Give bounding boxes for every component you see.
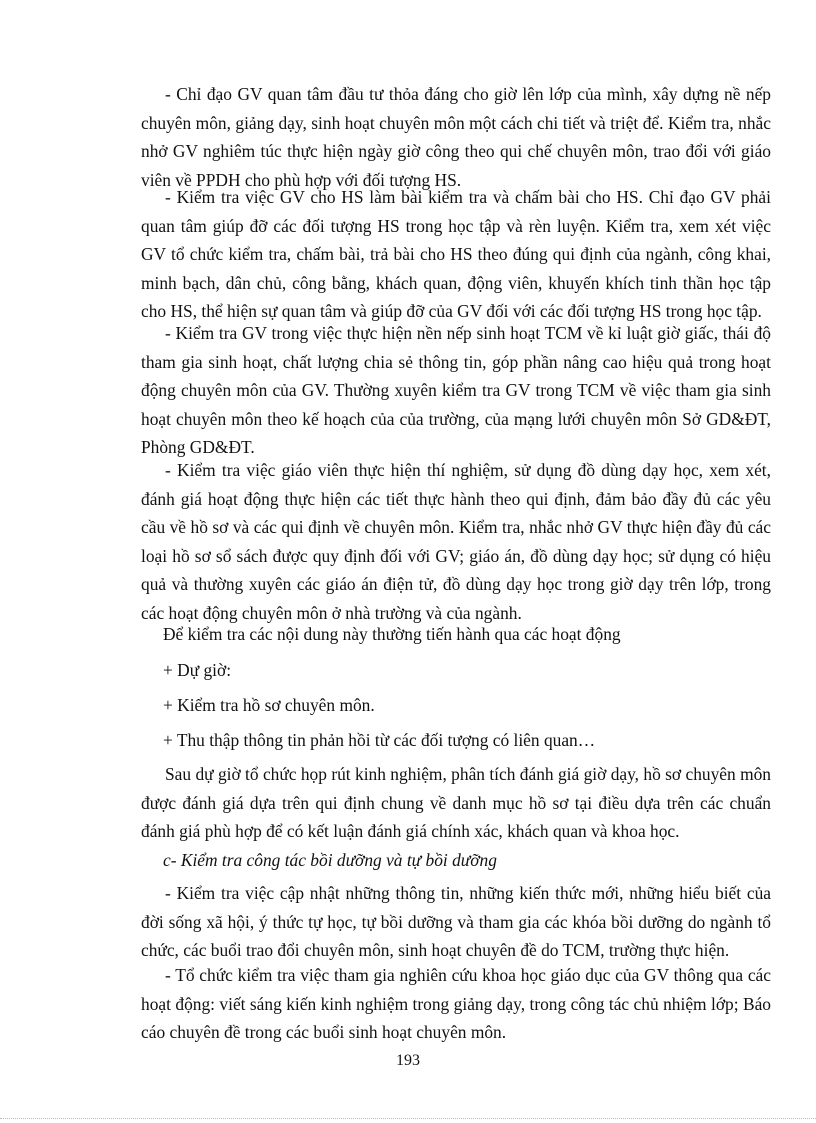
paragraph-checking-tests: - Kiểm tra việc GV cho HS làm bài kiểm tra và chấm bài cho HS. Chỉ đạo GV phải quan tâm giúp đỡ các đối tượng HS trong học tập và rèn luyện. Kiểm tra, xem xét việc GV tổ chức kiểm tra, chấm bài, trả bài cho HS theo đúng qui định của ngành, công khai, minh bạch, dân chủ, công bằng, khách quan, động viên, khuyến khích tinh thần học tập cho HS, thể hiện sự quan tâm và giúp đỡ của GV đối với các đối tượng HS trong học tập.: [141, 187, 771, 321]
list-item-check-records: + Kiểm tra hồ sơ chuyên môn.: [163, 695, 375, 715]
section-heading-c: c- Kiểm tra công tác bồi dưỡng và tự bồi dưỡng: [163, 850, 497, 870]
page-number: 193: [396, 1052, 420, 1069]
paragraph-directing-teachers: - Chỉ đạo GV quan tâm đầu tư thỏa đáng cho giờ lên lớp của mình, xây dựng nề nếp chuyên môn, giảng dạy, sinh hoạt chuyên môn một cách chi tiết và triệt để. Kiểm tra, nhắc nhở GV nghiêm túc thực hiện ngày giờ công theo qui chế chuyên môn, trao đổi với giáo viên về PPDH cho phù hợp với đối tượng HS.: [141, 84, 771, 190]
paragraph-self-training: - Kiểm tra việc cập nhật những thông tin, những kiến thức mới, những hiểu biết của đời sống xã hội, ý thức tự học, tự bồi dưỡng và tham gia các khóa bồi dưỡng do ngành tổ chức, các buổi trao đổi chuyên môn, sinh hoạt chuyên đề do TCM, trường thực hiện.: [141, 883, 771, 960]
list-item-attend-class: + Dự giờ:: [163, 660, 232, 680]
page-bottom-divider: [0, 1118, 816, 1119]
paragraph-checking-experiments: - Kiểm tra việc giáo viên thực hiện thí nghiệm, sử dụng đồ dùng dạy học, xem xét, đánh giá hoạt động thực hiện các tiết thực hành theo qui định, đảm bảo đầy đủ các yêu cầu về hồ sơ và các qui định về chuyên môn. Kiểm tra, nhắc nhở GV thực hiện đầy đủ các loại hồ sơ sổ sách được quy định đối với GV; giáo án, đồ dùng dạy học; sử dụng có hiệu quả và thường xuyên các giáo án điện tử, đồ dùng dạy học trong giờ dạy trên lớp, trong các hoạt động chuyên môn ở nhà trường và của ngành.: [141, 460, 771, 623]
list-item-collect-feedback: + Thu thập thông tin phản hồi từ các đối tượng có liên quan…: [163, 730, 596, 750]
paragraph-after-observation: Sau dự giờ tổ chức họp rút kinh nghiệm, phân tích đánh giá giờ dạy, hồ sơ chuyên môn được đánh giá dựa trên qui định chung về danh mục hồ sơ tại điều dựa trên các chuẩn đánh giá phù hợp để có kết luận đánh giá chính xác, khách quan và khoa học.: [141, 764, 771, 841]
paragraph-checking-tcm: - Kiểm tra GV trong việc thực hiện nền nếp sinh hoạt TCM về kỉ luật giờ giấc, thái độ tham gia sinh hoạt, chất lượng chia sẻ thông tin, góp phần nâng cao hiệu quả trong hoạt động chuyên môn của GV. Thường xuyên kiểm tra GV trong TCM về việc tham gia sinh hoạt chuyên môn theo kế hoạch của của trường, của mạng lưới chuyên môn Sở GD&ĐT, Phòng GD&ĐT.: [141, 323, 771, 457]
paragraph-research: - Tổ chức kiểm tra việc tham gia nghiên cứu khoa học giáo dục của GV thông qua các hoạt động: viết sáng kiến kinh nghiệm trong giảng dạy, trong công tác chủ nhiệm lớp; Báo cáo chuyên đề trong các buổi sinh hoạt chuyên môn.: [141, 965, 771, 1042]
paragraph-activities-intro: Để kiểm tra các nội dung này thường tiến hành qua các hoạt động: [163, 624, 621, 644]
